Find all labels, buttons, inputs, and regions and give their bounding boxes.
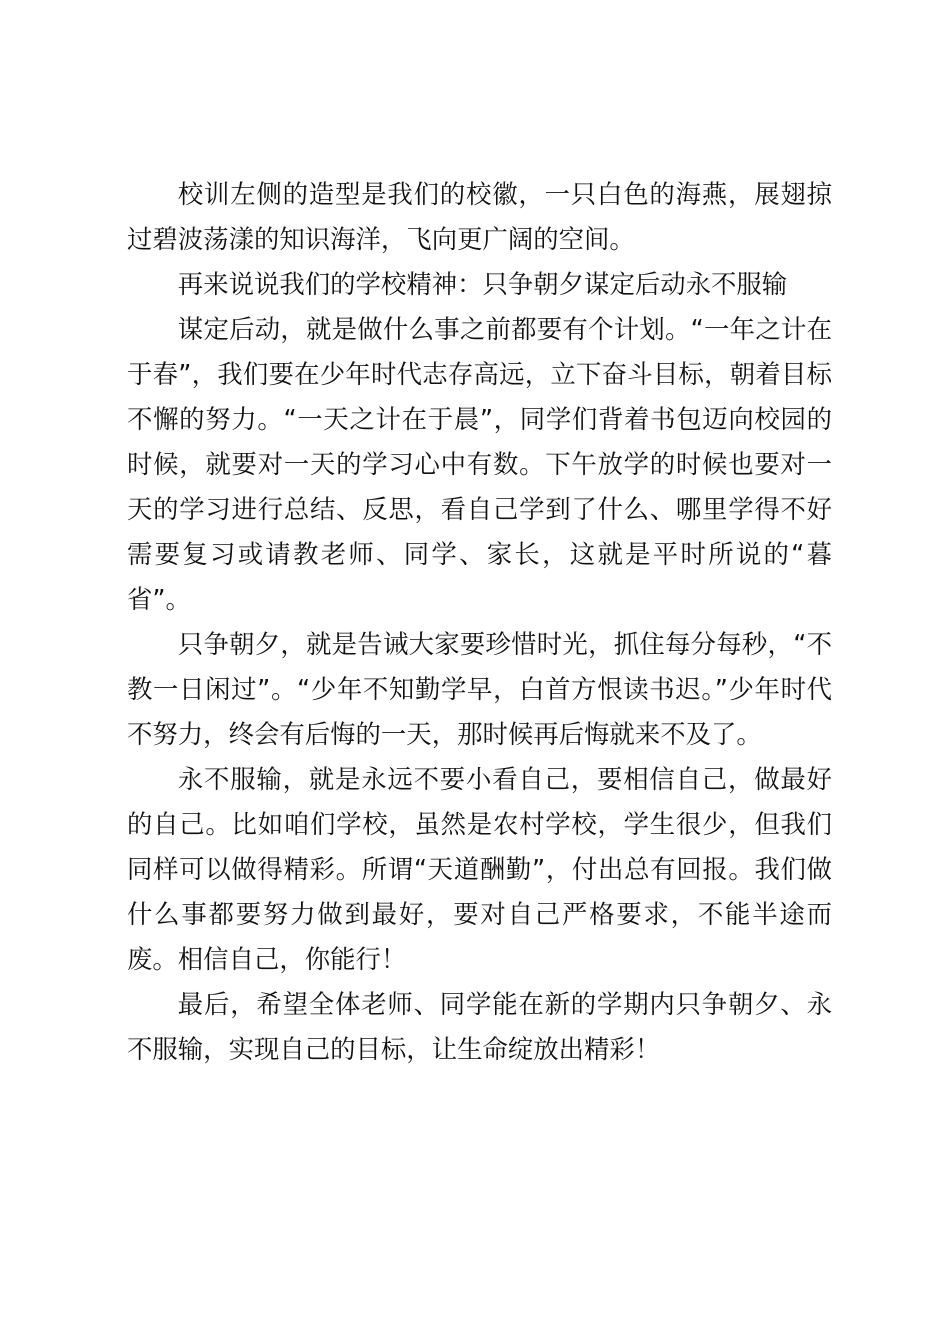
paragraph-closing-wish: 最后，希望全体老师、同学能在新的学期内只争朝夕、永不服输，实现自己的目标，让生命绽放出精彩！ [127, 989, 832, 1064]
paragraph-plan-before-action: 谋定后动，就是做什么事之前都要有个计划。“一年之计在于春”，我们要在少年时代志存高远，立下奋斗目标，朝着目标不懈的努力。“一天之计在于晨”，同学们背着书包迈向校园的时候，就要对一天的学习心中有数。下午放学的时候也要对一天的学习进行总结、反思，看自己学到了什么、哪里学得不好需要复习或请教老师、同学、家长，这就是平时所说的“暮省”。 [127, 314, 832, 614]
paragraph-seize-the-day: 只争朝夕，就是告诫大家要珍惜时光，抓住每分每秒，“不教一日闲过”。“少年不知勤学早，白首方恨读书迟。”少年时代不努力，终会有后悔的一天，那时候再后悔就来不及了。 [127, 629, 832, 749]
paragraph-school-badge: 校训左侧的造型是我们的校徽，一只白色的海燕，展翅掠过碧波荡漾的知识海洋，飞向更广阔的空间。 [127, 179, 832, 254]
body-text [127, 172, 832, 1072]
paragraph-never-give-up: 永不服输，就是永远不要小看自己，要相信自己，做最好的自己。比如咱们学校，虽然是农村学校，学生很少，但我们同样可以做得精彩。所谓“天道酬勤”，付出总有回报。我们做什么事都要努力做到最好，要对自己严格要求，不能半途而废。相信自己，你能行！ [127, 764, 832, 974]
paragraph-school-spirit: 再来说说我们的学校精神：只争朝夕谋定后动永不服输 [177, 269, 788, 299]
